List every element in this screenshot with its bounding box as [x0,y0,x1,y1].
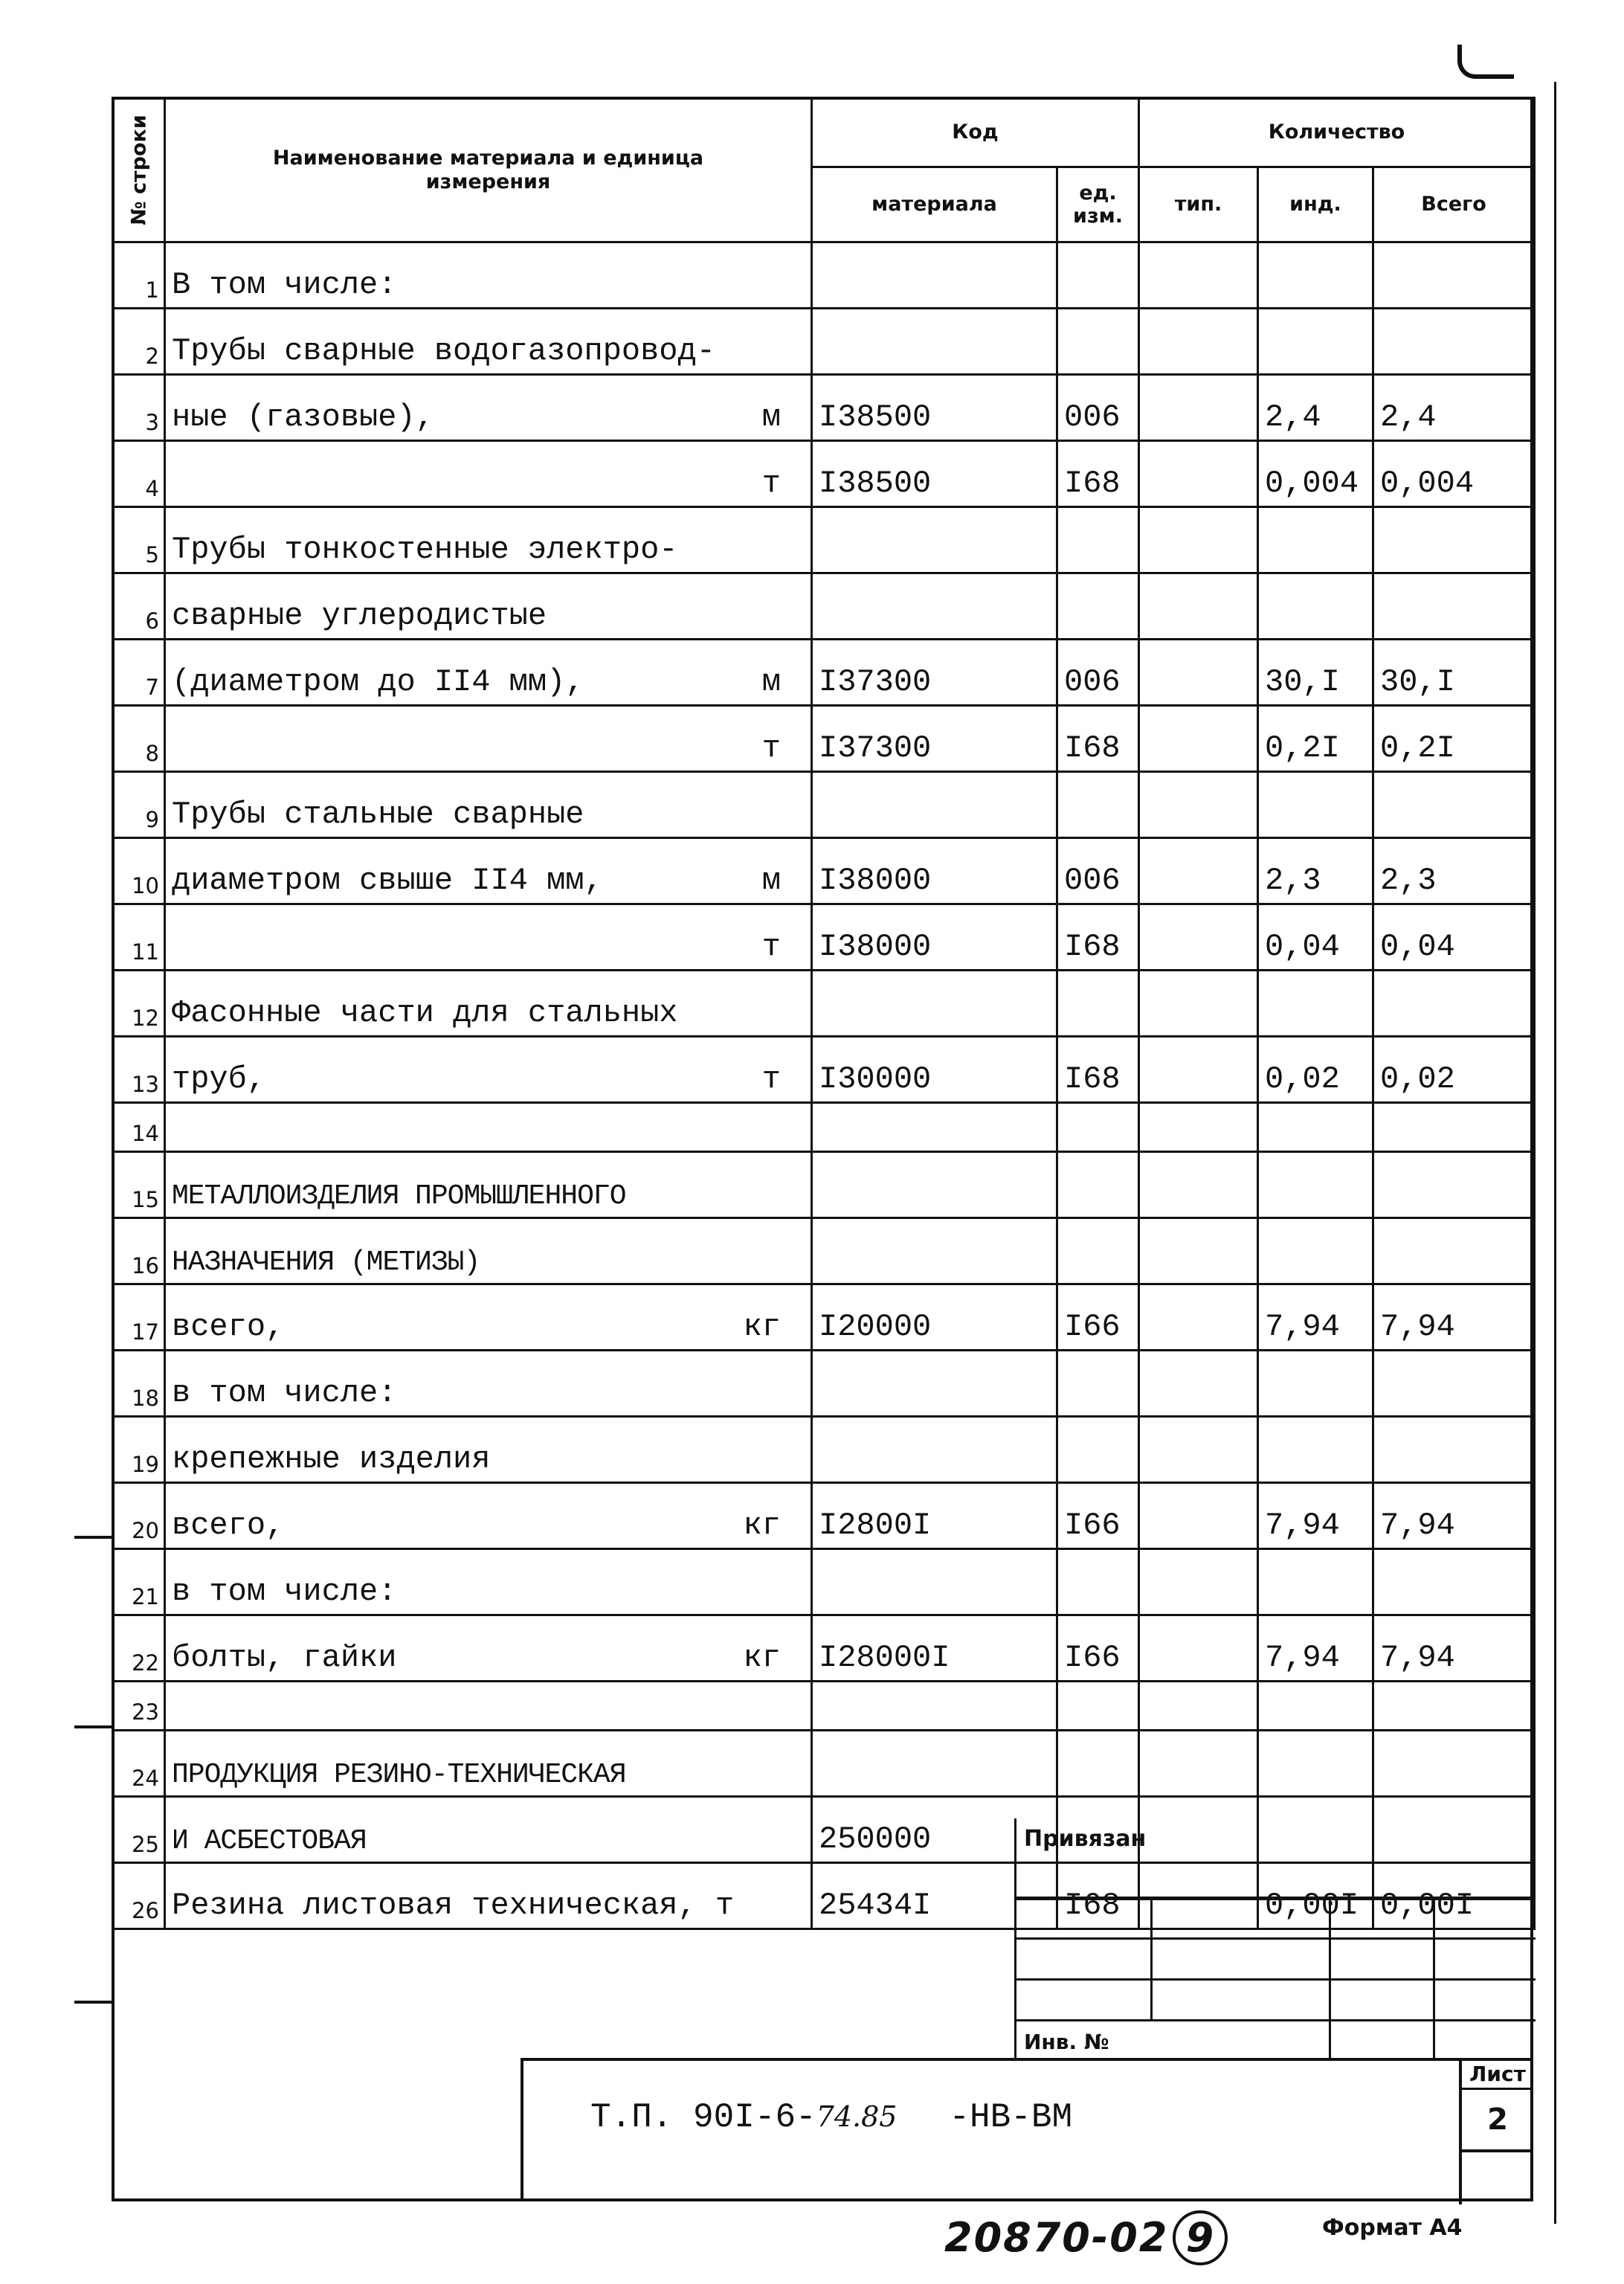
bound-label: Привязан [1014,1818,1533,1900]
material-name: Фасонные части для стальных [165,971,812,1037]
qty-ind: 0,2I [1258,706,1373,772]
title-block [521,2058,1533,2201]
table-row [113,242,1535,309]
material-code: 25434I [812,1863,1057,1929]
unit-of-measure: т [761,466,781,501]
sheet-box [1459,2061,1533,2204]
material-name [165,904,812,971]
material-code: I38500 [812,441,1057,507]
qty-total [1373,971,1535,1037]
header-qty-typ: тип. [1139,167,1258,242]
qty-ind [1258,772,1373,838]
material-name: крепежные изделия [165,1417,812,1483]
margin-tick [74,1536,112,1539]
material-name [165,706,812,772]
qty-typ [1139,1731,1258,1797]
qty-total [1373,507,1535,573]
table-row [113,1417,1535,1483]
material-code [812,1351,1057,1417]
unit-code [1057,1549,1139,1615]
table-row [113,838,1535,904]
qty-typ [1139,1103,1258,1152]
row-number: 10 [113,838,165,904]
material-name: Резина листовая техническая, т [165,1863,812,1929]
material-code [812,772,1057,838]
qty-total: 2,3 [1373,838,1535,904]
header-row-number: № строки [113,98,165,242]
unit-code [1057,1218,1139,1284]
qty-ind [1258,971,1373,1037]
material-name [165,441,812,507]
qty-ind [1258,1549,1373,1615]
header-code-group: Код [812,98,1139,167]
unit-code [1057,1731,1139,1797]
qty-typ [1139,573,1258,640]
qty-ind: 0,02 [1258,1037,1373,1103]
revision-block [1014,1818,1533,2058]
qty-total [1373,1549,1535,1615]
qty-ind: 2,4 [1258,375,1373,441]
row-number: 7 [113,640,165,706]
qty-total: 0,00I [1373,1863,1535,1929]
qty-total [1373,1682,1535,1731]
qty-ind: 0,00I [1258,1863,1373,1929]
row-number: 4 [113,441,165,507]
qty-total: 7,94 [1373,1284,1535,1351]
sheet-number: 2 [1462,2090,1533,2152]
row-number: 9 [113,772,165,838]
material-code [812,1152,1057,1218]
qty-typ [1139,1284,1258,1351]
unit-code: 006 [1057,640,1139,706]
table-row [113,1152,1535,1218]
header-qty-ind: инд. [1258,167,1373,242]
qty-ind [1258,1152,1373,1218]
row-number: 20 [113,1483,165,1549]
qty-typ [1139,838,1258,904]
material-code: I37300 [812,706,1057,772]
row-number: 14 [113,1103,165,1152]
handwritten-number: 74.85 [816,2100,898,2133]
circled-number: 9 [1173,2210,1228,2265]
material-name: Трубы тонкостенные электро- [165,507,812,573]
qty-ind: 2,3 [1258,838,1373,904]
corner-mark [1457,45,1514,79]
material-code [812,1218,1057,1284]
material-name: НАЗНАЧЕНИЯ (МЕТИЗЫ) [165,1218,812,1284]
unit-code [1057,772,1139,838]
table-row [113,1682,1535,1731]
material-code: I38000 [812,904,1057,971]
row-number: 13 [113,1037,165,1103]
qty-ind [1258,1682,1373,1731]
table-row [113,1731,1535,1797]
table-row [113,971,1535,1037]
row-number: 23 [113,1682,165,1731]
qty-typ [1139,971,1258,1037]
unit-code [1057,507,1139,573]
unit-code [1057,971,1139,1037]
unit-of-measure: т [761,730,781,766]
qty-total [1373,1351,1535,1417]
row-number: 15 [113,1152,165,1218]
qty-ind [1258,1351,1373,1417]
qty-total [1373,573,1535,640]
material-code: I38500 [812,375,1057,441]
row-number: 19 [113,1417,165,1483]
document-designation: Т.П. 90I-6-74.85 -НВ-ВМ [590,2098,1073,2137]
unit-code: I68 [1057,1863,1139,1929]
unit-code [1057,1152,1139,1218]
row-number: 8 [113,706,165,772]
materials-spec-table [112,97,1536,1930]
material-name: сварные углеродистые [165,573,812,640]
material-name: труб, т [165,1037,812,1103]
unit-code: I66 [1057,1483,1139,1549]
table-row [113,441,1535,507]
qty-total [1373,772,1535,838]
unit-code: I68 [1057,706,1139,772]
qty-typ [1139,1152,1258,1218]
qty-typ [1139,772,1258,838]
qty-ind [1258,1417,1373,1483]
qty-typ [1139,1351,1258,1417]
table-row [113,375,1535,441]
material-name: в том числе: [165,1549,812,1615]
row-number: 18 [113,1351,165,1417]
row-number: 26 [113,1863,165,1929]
qty-ind [1258,1731,1373,1797]
archive-code: 20870-02 9 [944,2210,1228,2265]
material-name: всего, кг [165,1483,812,1549]
unit-code [1057,309,1139,375]
unit-code [1057,1351,1139,1417]
qty-typ [1139,904,1258,971]
material-code: I37300 [812,640,1057,706]
qty-ind [1258,1103,1373,1152]
material-code [812,1417,1057,1483]
material-name: И АСБЕСТОВАЯ [165,1797,812,1863]
qty-total: 0,004 [1373,441,1535,507]
table-row [113,772,1535,838]
material-code: I38000 [812,838,1057,904]
qty-total [1373,242,1535,309]
unit-of-measure: т [761,929,781,965]
qty-total: 7,94 [1373,1615,1535,1682]
row-number: 17 [113,1284,165,1351]
material-code [812,1549,1057,1615]
qty-typ [1139,309,1258,375]
material-code [812,242,1057,309]
material-name: В том числе: [165,242,812,309]
qty-ind: 0,004 [1258,441,1373,507]
qty-ind: 30,I [1258,640,1373,706]
unit-of-measure: м [761,399,781,435]
table-row [113,573,1535,640]
qty-typ [1139,441,1258,507]
qty-ind: 7,94 [1258,1615,1373,1682]
row-number: 24 [113,1731,165,1797]
table-row [113,309,1535,375]
table-row [113,1284,1535,1351]
material-code: I20000 [812,1284,1057,1351]
unit-code: 006 [1057,838,1139,904]
material-code: I30000 [812,1037,1057,1103]
qty-ind [1258,309,1373,375]
qty-typ [1139,640,1258,706]
material-name: МЕТАЛЛОИЗДЕЛИЯ ПРОМЫШЛЕННОГО [165,1152,812,1218]
qty-ind: 0,04 [1258,904,1373,971]
qty-total [1373,1218,1535,1284]
qty-typ [1139,1549,1258,1615]
table-row [113,1218,1535,1284]
material-name: в том числе: [165,1351,812,1417]
row-number: 6 [113,573,165,640]
qty-total: 7,94 [1373,1483,1535,1549]
qty-ind: 7,94 [1258,1284,1373,1351]
qty-total: 0,2I [1373,706,1535,772]
qty-typ [1139,1417,1258,1483]
qty-ind [1258,573,1373,640]
row-number: 11 [113,904,165,971]
material-name: всего, кг [165,1284,812,1351]
table-row [113,1103,1535,1152]
header-code-material: материала [812,167,1057,242]
unit-of-measure: м [761,664,781,700]
qty-ind [1258,1218,1373,1284]
material-name: (диаметром до II4 мм), м [165,640,812,706]
qty-typ [1139,375,1258,441]
margin-tick [74,2001,112,2004]
material-code [812,507,1057,573]
material-code [812,573,1057,640]
unit-code: I68 [1057,1037,1139,1103]
qty-total [1373,1103,1535,1152]
unit-code [1057,1103,1139,1152]
qty-total [1373,1417,1535,1483]
row-number: 16 [113,1218,165,1284]
material-name: Трубы сварные водогазопровод- [165,309,812,375]
unit-code [1057,1682,1139,1731]
unit-of-measure: кг [743,1640,781,1676]
table-row [113,1351,1535,1417]
material-code: 250000 [812,1797,1057,1863]
qty-total [1373,1731,1535,1797]
material-name: Трубы стальные сварные [165,772,812,838]
row-number: 22 [113,1615,165,1682]
unit-code [1057,242,1139,309]
table-row [113,904,1535,971]
inventory-number-label: Инв. № [1024,2030,1109,2054]
qty-typ [1139,242,1258,309]
header-qty-total: Всего [1373,167,1535,242]
row-number: 1 [113,242,165,309]
material-name: болты, гайки кг [165,1615,812,1682]
table-row [113,706,1535,772]
material-name [165,1103,812,1152]
material-code [812,1103,1057,1152]
sheet-label: Лист [1462,2061,1533,2090]
material-name [165,1682,812,1731]
unit-code: I68 [1057,441,1139,507]
unit-of-measure: кг [743,1508,781,1543]
unit-code [1057,573,1139,640]
table-row [113,1483,1535,1549]
unit-code: I68 [1057,904,1139,971]
trim-line [1554,82,1556,2224]
row-number: 5 [113,507,165,573]
header-quantity-group: Количество [1139,98,1535,167]
unit-code [1057,1417,1139,1483]
qty-typ [1139,507,1258,573]
material-code: I28000I [812,1615,1057,1682]
material-code [812,1731,1057,1797]
margin-tick [74,1725,112,1728]
qty-total [1373,309,1535,375]
header-code-unit: ед. изм. [1057,167,1139,242]
unit-of-measure: т [761,1061,781,1097]
header-material-name: Наименование материала и единица измерения [165,98,812,242]
qty-total: 0,02 [1373,1037,1535,1103]
format-label: Формат А4 [1322,2215,1463,2241]
unit-code: 006 [1057,375,1139,441]
table-row [113,1037,1535,1103]
qty-typ [1139,1615,1258,1682]
qty-ind [1258,507,1373,573]
revision-grid [1014,1900,1533,2058]
qty-typ [1139,1682,1258,1731]
material-code: I2800I [812,1483,1057,1549]
table-row [113,1549,1535,1615]
table-row [113,507,1535,573]
row-number: 21 [113,1549,165,1615]
unit-of-measure: кг [743,1309,781,1345]
material-name: ПРОДУКЦИЯ РЕЗИНО-ТЕХНИЧЕСКАЯ [165,1731,812,1797]
material-name: диаметром свыше II4 мм, м [165,838,812,904]
qty-ind: 7,94 [1258,1483,1373,1549]
qty-total: 0,04 [1373,904,1535,971]
qty-typ [1139,706,1258,772]
table-row [113,640,1535,706]
row-number: 3 [113,375,165,441]
material-code [812,309,1057,375]
row-number: 25 [113,1797,165,1863]
row-number: 2 [113,309,165,375]
unit-code: I66 [1057,1284,1139,1351]
material-name: ные (газовые), м [165,375,812,441]
unit-code: I66 [1057,1615,1139,1682]
material-code [812,971,1057,1037]
unit-of-measure: м [761,863,781,898]
qty-total: 30,I [1373,640,1535,706]
qty-typ [1139,1483,1258,1549]
qty-total: 2,4 [1373,375,1535,441]
qty-ind [1258,242,1373,309]
qty-typ [1139,1037,1258,1103]
qty-typ [1139,1218,1258,1284]
row-number: 12 [113,971,165,1037]
qty-total [1373,1152,1535,1218]
material-code [812,1682,1057,1731]
table-body [113,242,1535,1929]
table-row [113,1615,1535,1682]
